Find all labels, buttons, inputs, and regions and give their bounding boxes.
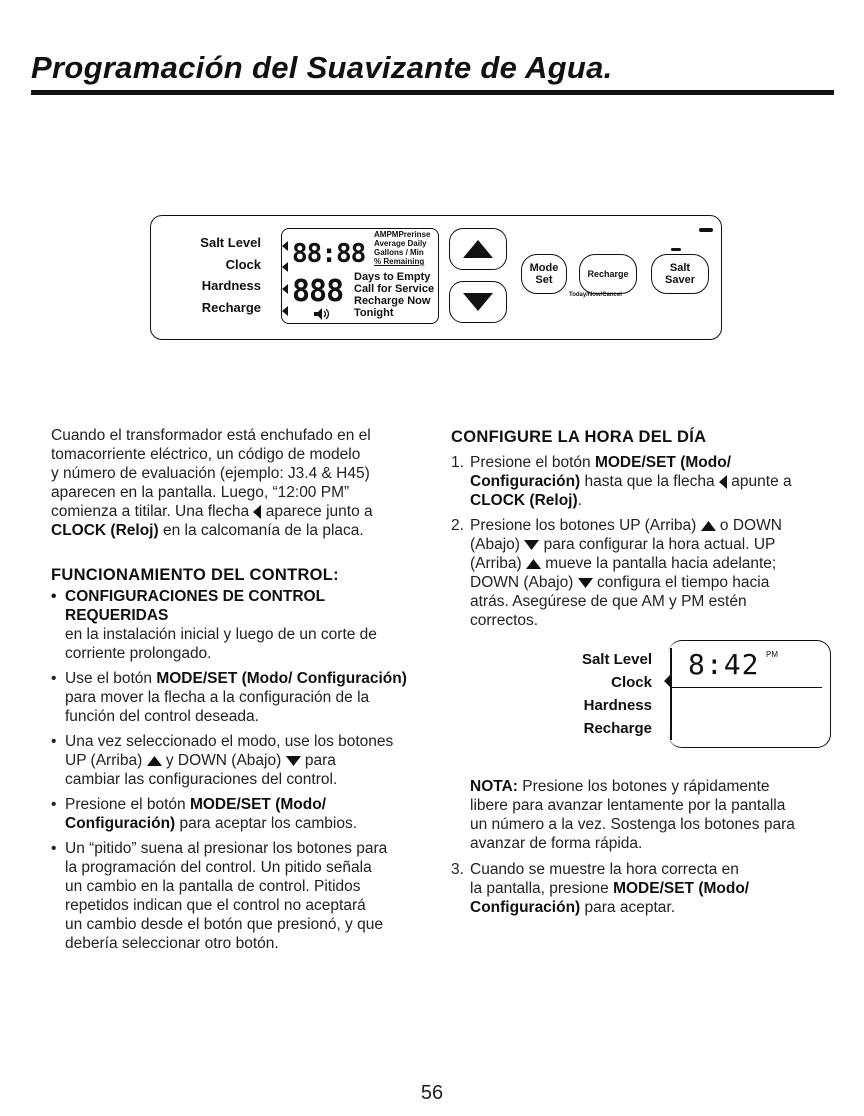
- text-span: DOWN (Abajo): [470, 574, 574, 591]
- text-line: [470, 453, 841, 472]
- left-column: [51, 426, 431, 959]
- text-line: [470, 516, 841, 535]
- arrow-left-icon: [282, 241, 288, 321]
- text-span: Presione los botones y rápidamente: [522, 778, 770, 795]
- text-line: un cambio en la pantalla de control. Pitidos: [65, 878, 361, 895]
- text-line: CONFIGURACIONES DE CONTROL REQUERIDAS: [65, 588, 325, 624]
- text-line: [51, 502, 431, 521]
- text-line: avanzar de forma rápida.: [470, 835, 643, 852]
- text-span: Presione los botones UP (Arriba): [470, 517, 697, 534]
- right-column-lower: [470, 777, 842, 853]
- arrow-left-icon: [253, 505, 261, 519]
- text-line: Cuando se muestre la hora correcta en: [470, 861, 739, 878]
- text-line: y número de evaluación (ejemplo: J3.4 & H45): [51, 465, 370, 482]
- text-line: [51, 521, 431, 540]
- lcd-indicator: Recharge Now: [354, 295, 431, 307]
- text-line: para mover la flecha a la configuración de la: [65, 689, 370, 706]
- lcd-indicator: Days to Empty: [354, 271, 431, 283]
- bullet-item: [51, 669, 431, 726]
- step-number: 3.: [451, 861, 464, 878]
- text-span: para aceptar los cambios.: [179, 815, 358, 832]
- text-span: (Abajo): [470, 536, 520, 553]
- lcd-top-digits: 88:88: [292, 239, 366, 269]
- text-line: [470, 898, 841, 917]
- indicator-light: [671, 248, 681, 251]
- bullet-dot: •: [51, 733, 57, 750]
- text-line: aparecen en la pantalla. Luego, “12:00 PM”: [51, 484, 350, 501]
- display-left-bar: [670, 648, 672, 740]
- bullet-item: [51, 587, 431, 663]
- text-span: y DOWN (Abajo): [165, 752, 282, 769]
- text-line: un cambio desde el botón que presionó, y que: [65, 916, 383, 933]
- text-span: hasta que la flecha: [584, 473, 715, 490]
- lcd-indicator: AMPMPrerinse: [374, 230, 431, 239]
- lcd-indicator: Average Daily: [374, 239, 427, 248]
- up-button[interactable]: [449, 228, 507, 270]
- step-3-content: [451, 860, 841, 917]
- step-1: [451, 453, 841, 510]
- text-line: la programación del control. Un pitido señala: [65, 859, 372, 876]
- text-span: o DOWN: [719, 517, 782, 534]
- text-span: Presione el botón: [65, 796, 186, 813]
- text-line: [470, 879, 841, 898]
- text-span: (Arriba): [470, 555, 522, 572]
- clock-label: CLOCK (Reloj): [51, 522, 159, 539]
- up-arrow-icon: [701, 521, 716, 531]
- bullet-dot: •: [51, 796, 57, 813]
- text-line: Una vez seleccionado el modo, use los botones: [65, 733, 394, 750]
- text-line: [470, 491, 841, 510]
- lcd-bottom-digits: 888: [292, 274, 344, 309]
- text-line: repetidos indican que el control no aceptará: [65, 897, 366, 914]
- display-label-hardness: Hardness: [583, 697, 652, 714]
- saver-label: Saver: [665, 274, 695, 286]
- text-span: la pantalla, presione: [470, 880, 609, 897]
- lcd-indicator: Tonight: [354, 307, 394, 319]
- page-title: Programación del Suavizante de Agua.: [31, 50, 613, 85]
- arrow-left-icon: [719, 475, 727, 489]
- up-arrow-icon: [463, 240, 493, 258]
- lcd-indicator: % Remaining: [374, 257, 425, 266]
- up-arrow-icon: [147, 756, 162, 766]
- salt-saver-button[interactable]: [651, 254, 709, 294]
- text-line: [470, 573, 841, 592]
- arrow-left-icon: [664, 674, 671, 688]
- mode-label: Mode: [529, 262, 559, 274]
- text-line: tomacorriente eléctrico, un código de modelo: [51, 446, 361, 463]
- text-span: para aceptar.: [584, 899, 676, 916]
- step-number: 1.: [451, 454, 464, 471]
- text-span: Configuración): [470, 473, 581, 490]
- down-arrow-icon: [524, 540, 539, 550]
- text-line: función del control deseada.: [65, 708, 259, 725]
- mode-set-button[interactable]: [521, 254, 567, 294]
- recharge-sub-label: Today/Now/Cancel: [569, 292, 622, 298]
- control-panel-illustration: [150, 215, 722, 340]
- text-span: UP (Arriba): [65, 752, 143, 769]
- text-line: Un “pitido” suena al presionar los botones para: [65, 840, 388, 857]
- text-line: [65, 751, 431, 770]
- text-line: [470, 472, 841, 491]
- text-line: atrás. Asegúrese de que AM y PM estén: [470, 593, 747, 610]
- speaker-icon: [314, 308, 332, 323]
- section-heading: CONFIGURE LA HORA DEL DÍA: [451, 428, 707, 446]
- text-line: Cuando el transformador está enchufado en el: [51, 427, 371, 444]
- text-line: [470, 777, 842, 796]
- text-line: correctos.: [470, 612, 539, 629]
- set-label: Set: [535, 274, 553, 286]
- text-line: libere para avanzar lentamente por la pantalla: [470, 797, 786, 814]
- text-span: en la calcomanía de la placa.: [162, 522, 364, 539]
- display-pm: PM: [766, 650, 778, 659]
- text-line: corriente prolongado.: [65, 645, 212, 662]
- text-span: aparece junto a: [265, 503, 373, 520]
- panel-labels: [143, 232, 261, 318]
- indicator-light: [699, 228, 713, 232]
- up-arrow-icon: [526, 559, 541, 569]
- down-button[interactable]: [449, 281, 507, 323]
- text-span: MODE/SET (Modo/ Configuración): [156, 670, 407, 687]
- bullet-dot: •: [51, 840, 57, 857]
- recharge-label: Recharge: [587, 269, 629, 279]
- step-number: 2.: [451, 517, 464, 534]
- text-span: CLOCK (Reloj): [470, 492, 578, 509]
- text-line: [65, 814, 431, 833]
- step-3: [451, 860, 841, 923]
- right-column: [451, 428, 841, 636]
- display-divider: [672, 687, 822, 688]
- display-label-clock: Clock: [611, 674, 652, 691]
- text-span: Configuración): [65, 815, 176, 832]
- display-time: 8:42: [688, 648, 760, 681]
- display-labels: [580, 648, 652, 740]
- text-span: Use el botón: [65, 670, 153, 687]
- text-span: MODE/SET (Modo/: [594, 454, 731, 471]
- down-arrow-icon: [286, 756, 301, 766]
- bullet-dot: •: [51, 670, 57, 687]
- lcd-indicator: Call for Service: [354, 283, 435, 295]
- panel-label-salt-level: Salt Level: [200, 235, 261, 250]
- text-span: .: [577, 492, 582, 509]
- down-arrow-icon: [578, 578, 593, 588]
- lcd-display: [281, 228, 439, 324]
- text-line: cambiar las configuraciones del control.: [65, 771, 338, 788]
- panel-label-recharge: Recharge: [201, 299, 261, 315]
- clock-display-illustration: [580, 640, 832, 748]
- bullet-item: [51, 795, 431, 833]
- text-span: Presione el botón: [470, 454, 591, 471]
- salt-label: Salt: [669, 262, 691, 274]
- title-underline: [31, 90, 834, 95]
- section-heading: FUNCIONAMIENTO DEL CONTROL:: [51, 566, 339, 584]
- intro-paragraph: [51, 426, 431, 540]
- page-number: 56: [420, 1082, 444, 1104]
- panel-label-clock: Clock: [225, 256, 261, 272]
- step-2: [451, 516, 841, 630]
- text-span: para: [304, 752, 336, 769]
- text-span: MODE/SET (Modo/: [613, 880, 750, 897]
- text-line: [470, 535, 841, 554]
- lcd-indicator: Gallons / Min: [374, 248, 424, 257]
- note-label: NOTA:: [470, 778, 518, 795]
- bullet-dot: •: [51, 588, 57, 605]
- text-span: para configurar la hora actual. UP: [543, 536, 776, 553]
- text-line: [65, 795, 431, 814]
- text-line: un número a la vez. Sostenga los botones para: [470, 816, 795, 833]
- text-line: en la instalación inicial y luego de un corte de: [65, 626, 377, 643]
- panel-label-hardness: Hardness: [201, 278, 261, 293]
- text-span: Configuración): [470, 899, 581, 916]
- recharge-button[interactable]: [579, 254, 637, 294]
- text-span: configura el tiempo hacia: [596, 574, 770, 591]
- text-span: MODE/SET (Modo/: [189, 796, 326, 813]
- down-arrow-icon: [463, 293, 493, 311]
- text-line: debería seleccionar otro botón.: [65, 935, 279, 952]
- display-label-salt-level: Salt Level: [581, 651, 652, 668]
- note-paragraph: [470, 777, 842, 853]
- text-span: comienza a titilar. Una flecha: [51, 503, 250, 520]
- display-label-recharge: Recharge: [583, 720, 652, 737]
- text-span: apunte a: [731, 473, 792, 490]
- text-line: [65, 669, 431, 688]
- bullet-item: [51, 839, 431, 953]
- text-span: mueve la pantalla hacia adelante;: [545, 555, 777, 572]
- bullet-item: [51, 732, 431, 789]
- text-line: [470, 554, 841, 573]
